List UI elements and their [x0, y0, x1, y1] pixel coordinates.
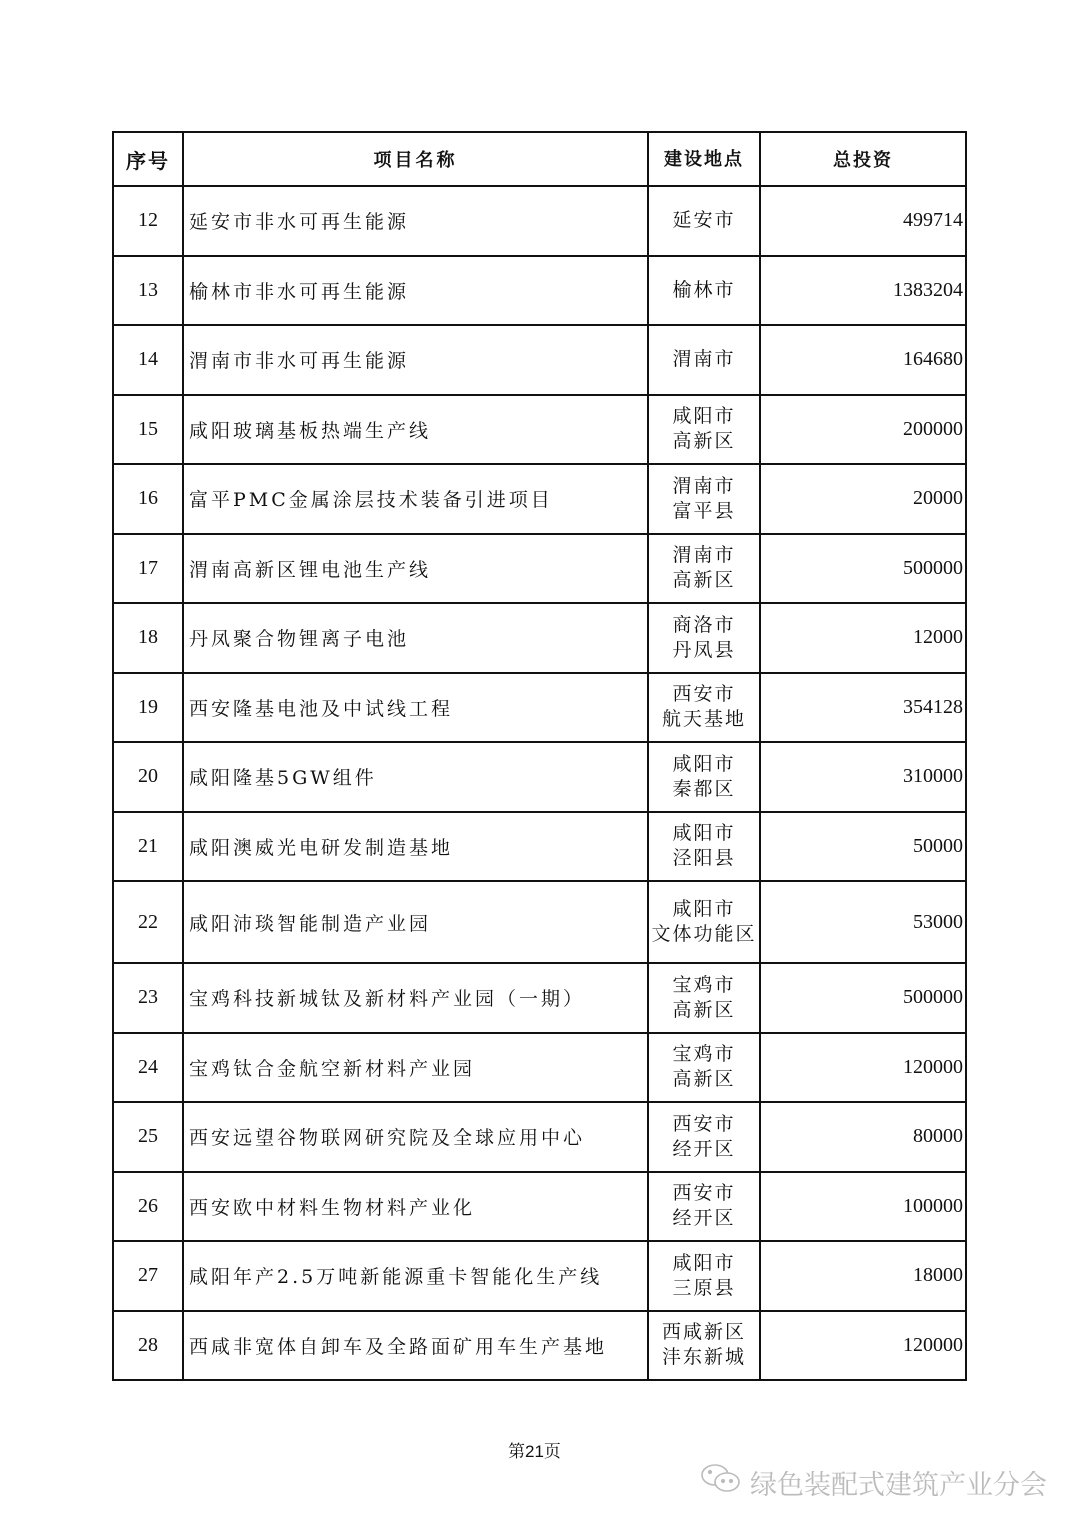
cell-no: 21	[113, 812, 183, 882]
table-row	[113, 742, 966, 812]
cell-no: 18	[113, 603, 183, 673]
cell-project-name: 西安远望谷物联网研究院及全球应用中心	[183, 1102, 648, 1172]
cell-investment: 499714	[760, 186, 966, 256]
cell-no: 15	[113, 395, 183, 465]
cell-location	[648, 534, 760, 604]
location-line: 泾阳县	[672, 847, 736, 870]
location-line: 三原县	[672, 1276, 736, 1299]
cell-project-name: 榆林市非水可再生能源	[183, 256, 648, 326]
location-line: 高新区	[672, 569, 736, 592]
location-line: 高新区	[672, 430, 736, 453]
table-header-row	[113, 132, 966, 186]
cell-no: 24	[113, 1033, 183, 1103]
cell-investment: 164680	[760, 325, 966, 395]
cell-no: 23	[113, 963, 183, 1033]
cell-location	[648, 256, 760, 326]
table-row	[113, 186, 966, 256]
cell-investment: 354128	[760, 673, 966, 743]
cell-project-name: 宝鸡科技新城钛及新材料产业园（一期）	[183, 963, 648, 1033]
header-location: 建设地点	[648, 132, 760, 186]
header-no: 序号	[113, 132, 183, 186]
location-line: 富平县	[672, 499, 736, 522]
location-line: 西安市	[672, 1182, 736, 1205]
cell-location	[648, 464, 760, 534]
location-line: 咸阳市	[672, 898, 736, 920]
table-row	[113, 1172, 966, 1242]
location-line: 经开区	[672, 1207, 736, 1230]
cell-project-name: 咸阳沛琰智能制造产业园	[183, 881, 648, 963]
cell-project-name: 咸阳隆基5GW组件	[183, 742, 648, 812]
cell-no: 27	[113, 1241, 183, 1311]
location-line: 渭南市	[672, 474, 736, 497]
header-investment: 总投资	[760, 132, 966, 186]
watermark	[700, 1462, 1047, 1503]
location-line: 西安市	[672, 1112, 736, 1135]
location-line: 咸阳市	[672, 1251, 736, 1274]
wechat-icon	[700, 1462, 742, 1503]
header-name: 项目名称	[183, 132, 648, 186]
location-line: 榆林市	[672, 278, 736, 301]
cell-investment: 18000	[760, 1241, 966, 1311]
cell-investment: 120000	[760, 1033, 966, 1103]
cell-project-name: 渭南市非水可再生能源	[183, 325, 648, 395]
cell-location	[648, 742, 760, 812]
location-line: 咸阳市	[672, 752, 736, 775]
cell-investment: 50000	[760, 812, 966, 882]
cell-investment: 80000	[760, 1102, 966, 1172]
table-row	[113, 1241, 966, 1311]
cell-location	[648, 1241, 760, 1311]
table-row	[113, 534, 966, 604]
cell-investment: 12000	[760, 603, 966, 673]
table-row	[113, 1311, 966, 1381]
cell-location	[648, 1311, 760, 1381]
cell-investment: 200000	[760, 395, 966, 465]
location-line: 西咸新区	[661, 1321, 746, 1344]
cell-location	[648, 1102, 760, 1172]
cell-project-name: 宝鸡钛合金航空新材料产业园	[183, 1033, 648, 1103]
cell-project-name: 西安欧中材料生物材料产业化	[183, 1172, 648, 1242]
cell-project-name: 咸阳玻璃基板热端生产线	[183, 395, 648, 465]
cell-investment: 100000	[760, 1172, 966, 1242]
location-line: 高新区	[672, 998, 736, 1021]
location-line: 渭南市	[672, 348, 736, 371]
cell-location	[648, 963, 760, 1033]
cell-no: 20	[113, 742, 183, 812]
location-line: 文体功能区	[651, 923, 757, 945]
table-row	[113, 812, 966, 882]
cell-no: 19	[113, 673, 183, 743]
project-table	[112, 131, 967, 1381]
cell-location	[648, 603, 760, 673]
location-line: 商洛市	[672, 613, 736, 636]
cell-location	[648, 812, 760, 882]
location-line: 渭南市	[672, 544, 736, 567]
table-row	[113, 1033, 966, 1103]
location-line: 咸阳市	[672, 405, 736, 428]
location-line: 秦都区	[672, 777, 736, 800]
cell-location	[648, 395, 760, 465]
table-row	[113, 464, 966, 534]
cell-no: 14	[113, 325, 183, 395]
cell-no: 22	[113, 881, 183, 963]
page-number: 第21页	[508, 1442, 561, 1461]
cell-project-name: 西安隆基电池及中试线工程	[183, 673, 648, 743]
cell-no: 28	[113, 1311, 183, 1381]
cell-no: 13	[113, 256, 183, 326]
watermark-text: 绿色装配式建筑产业分会	[750, 1470, 1047, 1501]
cell-location	[648, 1033, 760, 1103]
location-line: 高新区	[672, 1068, 736, 1091]
table-row	[113, 256, 966, 326]
table-row	[113, 881, 966, 963]
cell-project-name: 咸阳年产2.5万吨新能源重卡智能化生产线	[183, 1241, 648, 1311]
cell-no: 12	[113, 186, 183, 256]
cell-project-name: 延安市非水可再生能源	[183, 186, 648, 256]
location-line: 咸阳市	[672, 822, 736, 845]
location-line: 西安市	[672, 683, 736, 706]
table-row	[113, 325, 966, 395]
cell-project-name: 富平PMC金属涂层技术装备引进项目	[183, 464, 648, 534]
table-row	[113, 395, 966, 465]
cell-investment: 500000	[760, 534, 966, 604]
cell-no: 16	[113, 464, 183, 534]
table-row	[113, 603, 966, 673]
location-line: 沣东新城	[661, 1346, 746, 1369]
cell-location	[648, 1172, 760, 1242]
cell-location	[648, 325, 760, 395]
cell-investment: 1383204	[760, 256, 966, 326]
cell-project-name: 西咸非宽体自卸车及全路面矿用车生产基地	[183, 1311, 648, 1381]
table-row	[113, 1102, 966, 1172]
cell-no: 25	[113, 1102, 183, 1172]
location-line: 宝鸡市	[672, 973, 736, 996]
cell-location	[648, 673, 760, 743]
cell-investment: 20000	[760, 464, 966, 534]
cell-location	[648, 881, 760, 963]
location-line: 航天基地	[661, 708, 746, 731]
table-row	[113, 673, 966, 743]
location-line: 延安市	[672, 209, 736, 232]
table-row	[113, 963, 966, 1033]
cell-no: 26	[113, 1172, 183, 1242]
cell-project-name: 丹凤聚合物锂离子电池	[183, 603, 648, 673]
cell-investment: 53000	[760, 881, 966, 963]
cell-investment: 310000	[760, 742, 966, 812]
location-line: 宝鸡市	[672, 1043, 736, 1066]
cell-project-name: 渭南高新区锂电池生产线	[183, 534, 648, 604]
cell-investment: 120000	[760, 1311, 966, 1381]
table-body	[113, 186, 966, 1380]
cell-investment: 500000	[760, 963, 966, 1033]
location-line: 丹凤县	[672, 638, 736, 661]
cell-project-name: 咸阳澳威光电研发制造基地	[183, 812, 648, 882]
cell-no: 17	[113, 534, 183, 604]
cell-location	[648, 186, 760, 256]
location-line: 经开区	[672, 1137, 736, 1160]
